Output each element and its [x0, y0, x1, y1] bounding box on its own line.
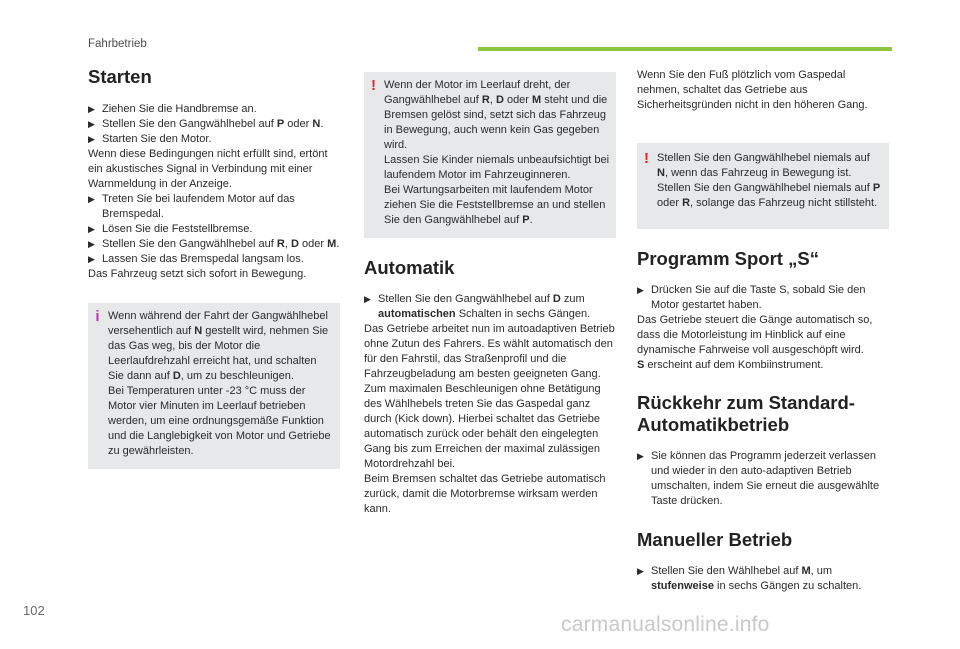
paragraph: Wenn Sie den Fuß plötzlich vom Gaspedal nehmen, schaltet das Getriebe aus Sicherheitsgründen nicht in den höheren Gang. [637, 69, 868, 111]
list-item: ▶ Stellen Sie den Gangwählhebel auf P oder N. [88, 118, 324, 130]
info-icon: i [95, 308, 100, 325]
bullet-icon: ▶ [88, 119, 95, 129]
heading-manuell: Manueller Betrieb [637, 529, 793, 550]
section-header: Fahrbetrieb [88, 38, 147, 50]
bullet-icon: ▶ [88, 194, 95, 204]
list-item: ▶ Lösen Sie die Feststellbremse. [88, 223, 253, 235]
bullet-icon: ▶ [88, 239, 95, 249]
paragraph: Beim Bremsen schaltet das Getriebe automatisch zurück, damit die Motorbremse wirksam werden kann. [364, 473, 606, 515]
list-item: ▶ Starten Sie den Motor. [88, 133, 212, 145]
column-starten [88, 64, 340, 469]
warning-text: Bei Wartungsarbeiten mit laufendem Motor ziehen Sie die Feststellbremse an und stellen Sie den Gangwählhebel auf P. [384, 184, 606, 226]
heading-automatik: Automatik [364, 257, 455, 278]
list-item: ▶ Ziehen Sie die Handbremse an. [88, 103, 257, 115]
warning-box [637, 143, 889, 229]
bullet-icon: ▶ [637, 451, 644, 461]
bullet-icon: ▶ [88, 254, 95, 264]
bullet-icon: ▶ [364, 294, 371, 304]
warning-text: Stellen Sie den Gangwählhebel niemals auf N, wenn das Fahrzeug in Bewegung ist. [657, 152, 870, 179]
warning-icon: ! [644, 150, 649, 167]
heading-starten: Starten [88, 66, 152, 87]
info-text: Bei Temperaturen unter -23 °C muss der Motor vier Minuten im Leerlauf betrieben werden, um eine ordnungsgemäße Funktion und die Langlebigkeit von Motor und Getriebe zu gewährleisten. [108, 385, 331, 457]
paragraph: Zum maximalen Beschleunigen ohne Betätigung des Wählhebels treten Sie das Gaspedal ganz durch (Kick down). Hierbei schaltet das Getriebe automatisch zurück oder behält den eingelegten Gang bis zum Erreichen der maximal zulässigen Motordrehzahl bei. [364, 383, 601, 470]
paragraph: Das Fahrzeug setzt sich sofort in Bewegung. [88, 268, 307, 280]
paragraph: S erscheint auf dem Kombiinstrument. [637, 359, 824, 371]
section-accent-bar [478, 47, 892, 51]
list-item: ▶ Lassen Sie das Bremspedal langsam los. [88, 253, 304, 265]
warning-text: Lassen Sie Kinder niemals unbeaufsichtigt bei laufendem Motor im Fahrzeuginneren. [384, 154, 610, 181]
list-item: ▶ Stellen Sie den Wählhebel auf M, um stufenweise in sechs Gängen zu schalten. [637, 565, 862, 592]
warning-box [364, 72, 616, 238]
list-item: ▶ Sie können das Programm jederzeit verlassen und wieder in den auto-adaptiven Betrieb umschalten, indem Sie erneut die ausgewählte Taste drücken. [637, 450, 880, 507]
column-programme [637, 68, 889, 594]
bullet-icon: ▶ [637, 285, 644, 295]
list-item: ▶ Drücken Sie auf die Taste S, sobald Sie den Motor gestartet haben. [637, 284, 866, 311]
list-item: ▶ Stellen Sie den Gangwählhebel auf D zum automatischen Schalten in sechs Gängen. [364, 293, 591, 320]
info-box [88, 303, 340, 469]
column-automatik [364, 72, 616, 517]
paragraph: Wenn diese Bedingungen nicht erfüllt sind, ertönt ein akustisches Signal in Verbindung mit einer Warnmeldung in der Anzeige. [88, 148, 328, 190]
watermark: carmanualsonline.info [561, 613, 770, 636]
warning-text: Wenn der Motor im Leerlauf dreht, der Gangwählhebel auf R, D oder M steht und die Bremsen gelöst sind, setzt sich das Fahrzeug in Bewegung, auch wenn kein Gas gegeben wird. [384, 79, 608, 151]
warning-icon: ! [371, 77, 376, 94]
list-item: ▶ Stellen Sie den Gangwählhebel auf R, D oder M. [88, 238, 340, 250]
warning-text: Stellen Sie den Gangwählhebel niemals auf P oder R, solange das Fahrzeug nicht stillsteht. [657, 182, 881, 209]
paragraph: Das Getriebe arbeitet nun im autoadaptiven Betrieb ohne Zutun des Fahrers. Es wählt automatisch den für den Fahrstil, das Straßenprofil und die Fahrzeugbeladung am besten geeigneten Gang. [364, 323, 615, 380]
list-item: ▶ Treten Sie bei laufendem Motor auf das Bremspedal. [88, 193, 295, 220]
bullet-icon: ▶ [637, 566, 644, 576]
bullet-icon: ▶ [88, 104, 95, 114]
paragraph: Das Getriebe steuert die Gänge automatisch so, dass die Motorleistung im Hinblick auf eine dynamische Fahrweise voll ausgeschöpft wird. [637, 314, 873, 356]
page-number: 102 [23, 603, 45, 618]
bullet-icon: ▶ [88, 224, 95, 234]
heading-standard-automatik: Rückkehr zum Standard-Automatikbetrieb [637, 392, 855, 435]
bullet-icon: ▶ [88, 134, 95, 144]
heading-sport: Programm Sport „S“ [637, 248, 819, 269]
info-text: Wenn während der Fahrt der Gangwählhebel versehentlich auf N gestellt wird, nehmen Sie das Gas weg, bis der Motor die Leerlaufdrehzahl erreicht hat, und schalten Sie dann auf D, um zu beschleunigen. [108, 310, 329, 382]
